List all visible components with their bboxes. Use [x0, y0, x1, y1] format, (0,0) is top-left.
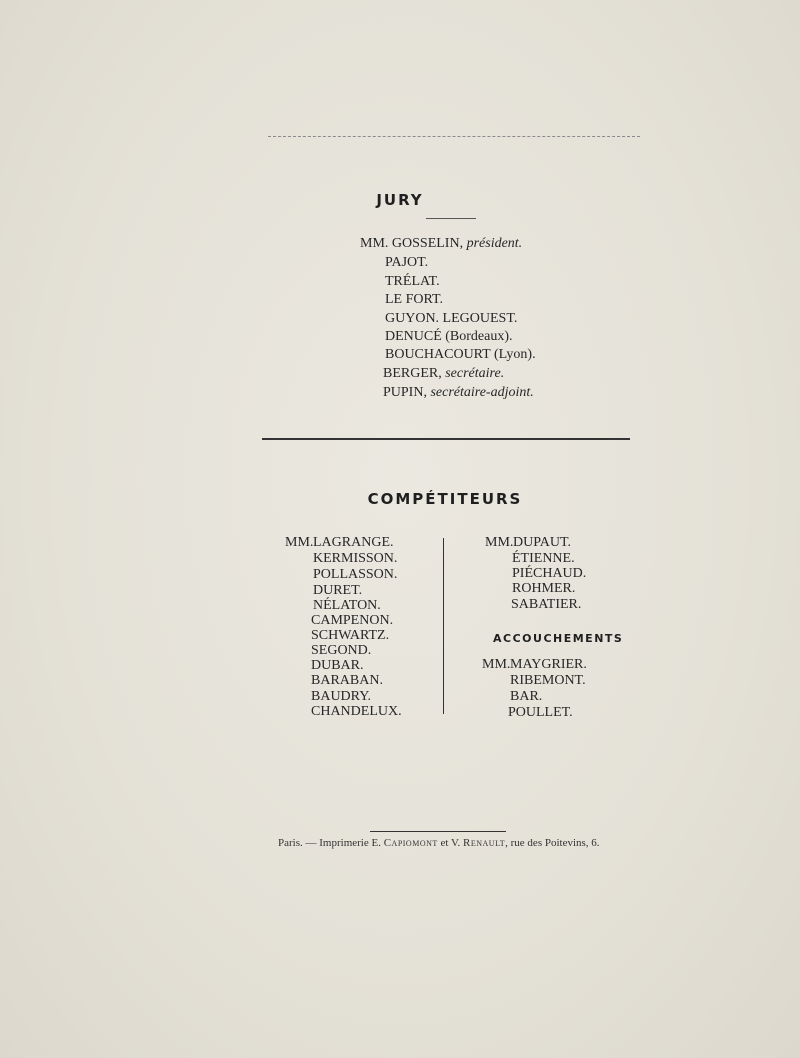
footer-city: Paris. — Imprimerie E.: [278, 837, 384, 849]
jury-role: président.: [466, 236, 523, 251]
jury-name: PAJOT.: [385, 255, 429, 270]
competitor-name: SCHWARTZ.: [311, 628, 390, 643]
competitor-name: CAMPENON.: [311, 613, 394, 628]
competitor-name: ÉTIENNE.: [512, 551, 575, 566]
footer-printer1: Capiomont: [383, 837, 438, 849]
accouchements-name: POULLET.: [508, 705, 573, 720]
jury-line: [385, 255, 428, 271]
accouchements-prefix: MM.: [482, 657, 511, 672]
footer-rule: [370, 831, 506, 832]
jury-prefix: MM.: [360, 236, 392, 251]
column-divider: [443, 538, 444, 714]
competiteurs-heading: COMPÉTITEURS: [367, 490, 523, 508]
top-dashed-rule: [268, 136, 640, 137]
competitor-name: ROHMER.: [512, 581, 576, 596]
competitor-name: BARABAN.: [311, 673, 383, 688]
left-prefix: MM.: [285, 535, 314, 550]
accouchements-name: BAR.: [510, 689, 543, 704]
footer-and: et V.: [437, 837, 464, 849]
jury-role: secrétaire.: [445, 366, 505, 381]
competitor-name: KERMISSON.: [313, 551, 398, 566]
jury-name: DENUCÉ (Bordeaux).: [385, 329, 513, 344]
competitor-name: DUBAR.: [311, 658, 364, 673]
jury-name: TRÉLAT.: [385, 274, 440, 289]
accouchements-heading: ACCOUCHEMENTS: [493, 632, 624, 645]
competitor-name: POLLASSON.: [313, 567, 398, 582]
jury-name: BOUCHACOURT (Lyon).: [385, 347, 536, 362]
jury-line: [385, 274, 440, 290]
jury-name: LE FORT.: [385, 292, 444, 307]
competitor-name: DUPAUT.: [513, 535, 571, 550]
competitor-name: NÉLATON.: [313, 598, 381, 613]
jury-name: BERGER,: [383, 366, 446, 381]
jury-line: [383, 385, 534, 401]
jury-line: [360, 236, 522, 252]
competitor-name: PIÉCHAUD.: [512, 566, 587, 581]
accouchements-name: RIBEMONT.: [510, 673, 586, 688]
competitor-name: SABATIER.: [511, 597, 582, 612]
accouchements-name: MAYGRIER.: [510, 657, 587, 672]
jury-underline: [426, 218, 476, 219]
jury-name: GOSSELIN,: [391, 236, 467, 251]
jury-name: PUPIN,: [383, 385, 431, 400]
competitor-name: DURET.: [313, 583, 363, 598]
footer-address: , rue des Poitevins, 6.: [505, 837, 600, 849]
competitor-name: SEGOND.: [311, 643, 372, 658]
jury-line: [385, 347, 536, 363]
jury-line: [383, 366, 504, 382]
jury-role: secrétaire-adjoint.: [430, 385, 534, 400]
jury-heading: JURY: [376, 191, 424, 209]
right-prefix: MM.: [485, 535, 514, 550]
competitor-name: LAGRANGE.: [313, 535, 394, 550]
jury-line: [385, 311, 517, 327]
jury-name: GUYON. LEGOUEST.: [385, 311, 518, 326]
section-rule: [262, 438, 630, 440]
imprint-footer: [278, 837, 600, 849]
jury-line: [385, 329, 513, 345]
footer-printer2: Renault: [463, 837, 506, 849]
jury-line: [385, 292, 443, 308]
competitor-name: BAUDRY.: [311, 689, 372, 704]
competitor-name: CHANDELUX.: [311, 704, 402, 719]
